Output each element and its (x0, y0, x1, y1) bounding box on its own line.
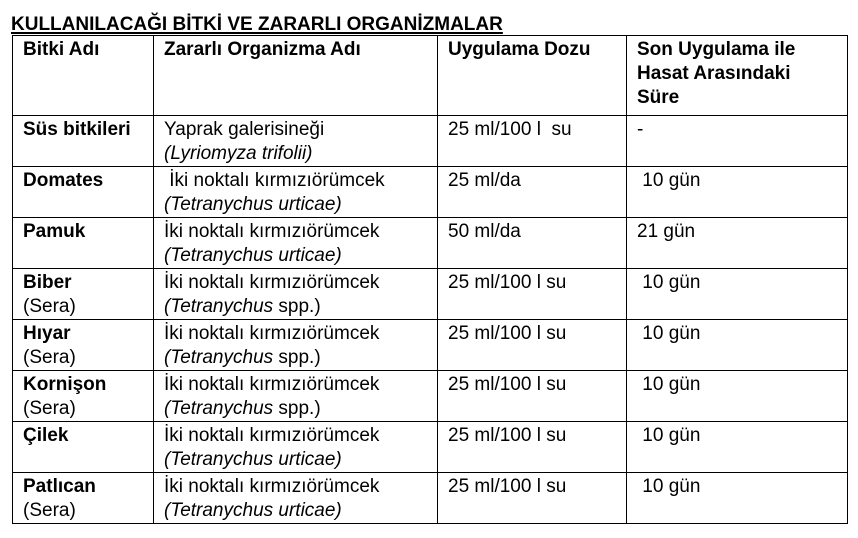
interval-value: 10 gün (637, 425, 701, 446)
plant-organism-table (12, 35, 848, 524)
header-organism: Zararlı Organizma Adı (154, 36, 438, 116)
organism-name: İki noktalı kırmızıörümcek (164, 374, 380, 395)
scientific-name (164, 142, 433, 166)
dose-value: 25 ml/100 l su (448, 119, 572, 140)
scientific-name-suffix: spp.) (273, 398, 321, 419)
table-header-row (13, 36, 848, 116)
plant-cell (13, 473, 154, 524)
interval-value: 21 gün (637, 221, 696, 242)
plant-cell (13, 320, 154, 371)
plant-note: (Sera) (23, 296, 76, 317)
organism-name: İki noktalı kırmızıörümcek (164, 272, 380, 293)
scientific-name-genus: (Tetranychus (164, 296, 274, 317)
dose-cell (438, 422, 627, 473)
page-title: KULLANILACAĞI BİTKİ VE ZARARLI ORGANİZMALAR (11, 14, 503, 35)
scientific-name-suffix: spp.) (273, 296, 321, 317)
plant-cell (13, 269, 154, 320)
dose-value: 25 ml/100 l su (448, 476, 567, 497)
table-row (13, 371, 848, 422)
interval-cell (627, 269, 848, 320)
table-body (13, 116, 848, 524)
interval-value: 10 gün (637, 323, 701, 344)
plant-cell (13, 167, 154, 218)
organism-name: İki noktalı kırmızıörümcek (164, 170, 385, 191)
plant-name: Patlıcan (23, 476, 96, 497)
scientific-name (164, 193, 433, 217)
plant-name: Domates (23, 170, 104, 191)
scientific-name (164, 397, 433, 421)
dose-value: 25 ml/da (448, 170, 521, 191)
plant-note: (Sera) (23, 347, 76, 368)
dose-cell (438, 473, 627, 524)
plant-cell (13, 422, 154, 473)
organism-cell (154, 473, 438, 524)
table-row (13, 269, 848, 320)
interval-cell (627, 371, 848, 422)
interval-cell (627, 473, 848, 524)
interval-cell (627, 167, 848, 218)
scientific-name (164, 448, 433, 472)
organism-cell (154, 116, 438, 167)
interval-value: 10 gün (637, 476, 701, 497)
organism-name: İki noktalı kırmızıörümcek (164, 323, 380, 344)
scientific-name (164, 295, 433, 319)
organism-name: İki noktalı kırmızıörümcek (164, 221, 380, 242)
dose-cell (438, 371, 627, 422)
interval-cell (627, 218, 848, 269)
interval-cell (627, 320, 848, 371)
dose-value: 25 ml/100 l su (448, 272, 567, 293)
header-plant: Bitki Adı (13, 36, 154, 116)
organism-name: İki noktalı kırmızıörümcek (164, 476, 380, 497)
scientific-name (164, 346, 433, 370)
scientific-name-genus: (Lyriomyza trifolii) (164, 143, 313, 164)
interval-value: 10 gün (637, 374, 701, 395)
interval-cell (627, 422, 848, 473)
organism-name: İki noktalı kırmızıörümcek (164, 425, 380, 446)
dose-cell (438, 320, 627, 371)
interval-value: - (637, 119, 644, 140)
plant-name: Kornişon (23, 374, 107, 395)
organism-cell (154, 167, 438, 218)
organism-cell (154, 320, 438, 371)
plant-name: Çilek (23, 425, 69, 446)
header-interval: Son Uygulama ile Hasat Arasındaki Süre (627, 36, 848, 116)
plant-note: (Sera) (23, 500, 76, 521)
table-row (13, 218, 848, 269)
scientific-name-genus: (Tetranychus urticae) (164, 449, 342, 470)
scientific-name-genus: (Tetranychus (164, 347, 274, 368)
interval-cell (627, 116, 848, 167)
table-row (13, 116, 848, 167)
organism-cell (154, 422, 438, 473)
scientific-name-genus: (Tetranychus (164, 398, 274, 419)
organism-cell (154, 218, 438, 269)
interval-value: 10 gün (637, 272, 701, 293)
plant-name: Hıyar (23, 323, 71, 344)
dose-cell (438, 167, 627, 218)
scientific-name (164, 499, 433, 523)
dose-cell (438, 116, 627, 167)
header-dose: Uygulama Dozu (438, 36, 627, 116)
dose-cell (438, 269, 627, 320)
scientific-name-genus: (Tetranychus urticae) (164, 500, 342, 521)
scientific-name (164, 244, 433, 268)
plant-note: (Sera) (23, 398, 76, 419)
plant-name: Pamuk (23, 221, 86, 242)
scientific-name-genus: (Tetranychus urticae) (164, 245, 342, 266)
dose-value: 25 ml/100 l su (448, 374, 567, 395)
organism-cell (154, 371, 438, 422)
scientific-name-suffix: spp.) (273, 347, 321, 368)
table-row (13, 167, 848, 218)
table-row (13, 320, 848, 371)
plant-cell (13, 218, 154, 269)
dose-value: 25 ml/100 l su (448, 425, 567, 446)
plant-cell (13, 116, 154, 167)
plant-name: Biber (23, 272, 72, 293)
plant-cell (13, 371, 154, 422)
plant-name: Süs bitkileri (23, 119, 131, 140)
organism-name: Yaprak galerisineği (164, 119, 325, 140)
dose-value: 25 ml/100 l su (448, 323, 567, 344)
dose-cell (438, 218, 627, 269)
table-row (13, 422, 848, 473)
organism-cell (154, 269, 438, 320)
dose-value: 50 ml/da (448, 221, 521, 242)
interval-value: 10 gün (637, 170, 701, 191)
scientific-name-genus: (Tetranychus urticae) (164, 194, 342, 215)
table-row (13, 473, 848, 524)
